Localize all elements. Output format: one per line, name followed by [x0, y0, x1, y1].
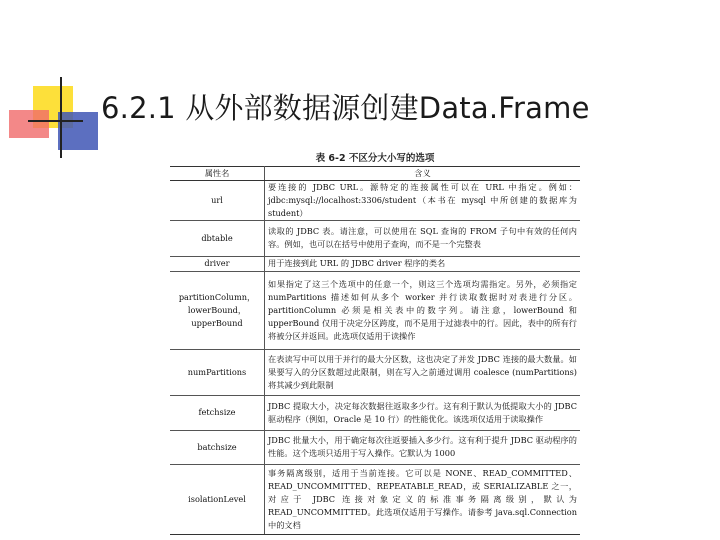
table-row	[170, 256, 580, 271]
option-description: 要连接的 JDBC URL。源特定的连接属性可以在 URL 中指定。例如：jdbc:mysql://localhost:3306/student（本书在 mysql 中所创建的数据库为 student）	[265, 181, 581, 221]
table-row	[170, 271, 580, 349]
option-name: numPartitions	[170, 349, 265, 395]
option-description: 用于连接到此 URL 的 JDBC driver 程序的类名	[265, 256, 581, 271]
option-name: driver	[170, 256, 265, 271]
logo-red-square	[9, 110, 49, 138]
option-description: JDBC 提取大小，决定每次数据往返取多少行。这有利于默认为低提取大小的 JDBC 驱动程序（例如，Oracle 是 10 行）的性能优化。该选项仅适用于读取操作	[265, 395, 581, 430]
table-row	[170, 464, 580, 534]
table-row	[170, 181, 580, 221]
logo-vertical-line	[60, 77, 62, 158]
option-description: JDBC 批量大小，用于确定每次往返要插入多少行。这有利于提升 JDBC 驱动程序的性能。这个选项只适用于写入操作。它默认为 1000	[265, 430, 581, 464]
table-row	[170, 220, 580, 256]
option-name: batchsize	[170, 430, 265, 464]
table-header-row	[170, 167, 580, 181]
logo-horizontal-line	[28, 120, 83, 122]
option-description: 读取的 JDBC 表。请注意，可以使用在 SQL 查询的 FROM 子句中有效的任何内容。例如，也可以在括号中使用子查询，而不是一个完整表	[265, 220, 581, 256]
table-row	[170, 430, 580, 464]
option-name: fetchsize	[170, 395, 265, 430]
option-name: url	[170, 181, 265, 221]
header-meaning: 含义	[265, 167, 581, 181]
table-caption: 表 6-2 不区分大小写的选项	[315, 153, 435, 164]
options-table	[170, 166, 580, 535]
table-row	[170, 395, 580, 430]
logo-blue-square	[58, 112, 98, 150]
option-name: isolationLevel	[170, 464, 265, 534]
header-attribute-name: 属性名	[170, 167, 265, 181]
slide-title: 6.2.1 从外部数据源创建Data.Frame	[101, 91, 590, 125]
option-description: 在表读写中可以用于并行的最大分区数，这也决定了并发 JDBC 连接的最大数量。如果要写入的分区数超过此限制，则在写入之前通过调用 coalesce (numPartitions) 将其减少到此限制	[265, 349, 581, 395]
option-name: dbtable	[170, 220, 265, 256]
table-row	[170, 349, 580, 395]
decorative-logo	[0, 0, 110, 170]
option-description: 如果指定了这三个选项中的任意一个，则这三个选项均需指定。另外，必须指定 numPartitions 描述如何从多个 worker 并行读取数据时对表进行分区。partitionColumn 必须是相关表中的数字列。请注意，lowerBound 和 upperBound 仅用于决定分区跨度，而不是用于过滤表中的行。因此，表中的所有行将被分区并返回。此选项仅适用于读操作	[265, 271, 581, 349]
option-description: 事务隔离级别，适用于当前连接。它可以是 NONE、READ_COMMITTED、READ_UNCOMMITTED、REPEATABLE_READ，或 SERIALIZABLE 之一，对应于 JDBC 连接对象定义的标准事务隔离级别，默认为 READ_UNCOMMITTED。此选项仅适用于写操作。请参考 java.sql.Connection 中的文档	[265, 464, 581, 534]
option-name: partitionColumn，lowerBound，upperBound	[170, 271, 265, 349]
